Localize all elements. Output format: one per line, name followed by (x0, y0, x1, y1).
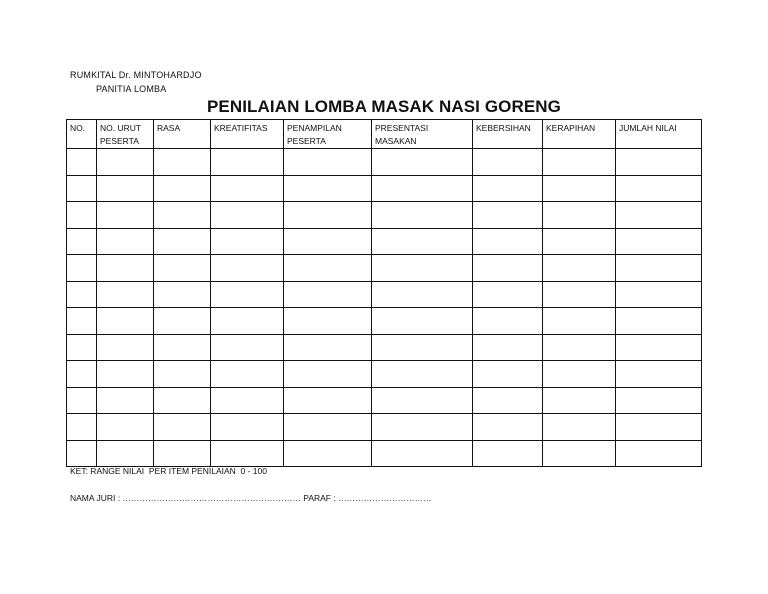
table-cell (211, 414, 284, 441)
table-cell (154, 281, 211, 308)
table-cell (97, 414, 154, 441)
table-cell (473, 361, 543, 388)
table-cell (543, 361, 616, 388)
table-cell (616, 308, 702, 335)
table-cell (211, 202, 284, 229)
table-cell (372, 175, 473, 202)
table-cell (372, 308, 473, 335)
table-row (67, 281, 702, 308)
table-cell (67, 361, 97, 388)
table-cell (284, 440, 372, 467)
table-row (67, 440, 702, 467)
table-cell (543, 175, 616, 202)
table-row (67, 361, 702, 388)
table-cell (473, 175, 543, 202)
column-header-neatness: KERAPIHAN (543, 120, 616, 149)
table-cell (616, 149, 702, 176)
table-cell (616, 281, 702, 308)
table-cell (372, 255, 473, 282)
table-cell (473, 308, 543, 335)
table-cell (372, 202, 473, 229)
table-cell (473, 228, 543, 255)
table-cell (543, 228, 616, 255)
table-cell (67, 149, 97, 176)
table-cell (211, 281, 284, 308)
table-cell (284, 149, 372, 176)
table-cell (67, 308, 97, 335)
column-header-total-score: JUMLAH NILAI (616, 120, 702, 149)
table-cell (97, 361, 154, 388)
table-cell (473, 281, 543, 308)
table-cell (211, 228, 284, 255)
table-cell (97, 281, 154, 308)
table-cell (543, 281, 616, 308)
table-cell (473, 414, 543, 441)
table-row (67, 149, 702, 176)
table-cell (284, 175, 372, 202)
column-header-creativity: KREATIFITAS (211, 120, 284, 149)
table-cell (211, 149, 284, 176)
column-header-taste: RASA (154, 120, 211, 149)
table-cell (616, 387, 702, 414)
table-cell (97, 308, 154, 335)
table-cell (372, 281, 473, 308)
table-cell (284, 255, 372, 282)
table-cell (372, 228, 473, 255)
table-row (67, 414, 702, 441)
page-title: PENILAIAN LOMBA MASAK NASI GORENG (206, 97, 561, 116)
table-row (67, 387, 702, 414)
table-cell (67, 202, 97, 229)
table-cell (372, 334, 473, 361)
table-cell (543, 308, 616, 335)
table-cell (473, 334, 543, 361)
table-cell (67, 281, 97, 308)
table-cell (211, 440, 284, 467)
table-cell (473, 440, 543, 467)
table-cell (154, 228, 211, 255)
table-cell (67, 175, 97, 202)
table-cell (372, 414, 473, 441)
table-cell (284, 228, 372, 255)
table-cell (616, 334, 702, 361)
table-cell (543, 149, 616, 176)
table-cell (211, 308, 284, 335)
table-cell (473, 202, 543, 229)
table-cell (284, 414, 372, 441)
table-cell (284, 281, 372, 308)
table-cell (372, 387, 473, 414)
table-cell (154, 440, 211, 467)
column-header-participant-appearance: PENAMPILAN PESERTA (284, 120, 372, 149)
table-cell (473, 255, 543, 282)
table-cell (67, 255, 97, 282)
table-row (67, 228, 702, 255)
column-header-participant-number: NO. URUT PESERTA (97, 120, 154, 149)
table-cell (543, 440, 616, 467)
table-cell (616, 440, 702, 467)
table-cell (67, 228, 97, 255)
table-cell (284, 308, 372, 335)
table-row (67, 334, 702, 361)
table-cell (543, 255, 616, 282)
table-cell (284, 334, 372, 361)
score-table (66, 119, 702, 467)
table-cell (284, 387, 372, 414)
table-cell (616, 414, 702, 441)
table-cell (154, 202, 211, 229)
table-cell (616, 361, 702, 388)
judge-signature-line: NAMA JURI : ……………………………………………………… PARAF : …………………………… (70, 493, 432, 503)
table-cell (97, 149, 154, 176)
table-cell (473, 149, 543, 176)
table-cell (211, 361, 284, 388)
table-cell (97, 387, 154, 414)
table-cell (211, 175, 284, 202)
table-cell (543, 414, 616, 441)
table-cell (154, 255, 211, 282)
table-cell (616, 202, 702, 229)
table-cell (284, 361, 372, 388)
table-cell (284, 202, 372, 229)
table-body (67, 149, 702, 467)
table-row (67, 175, 702, 202)
table-cell (97, 255, 154, 282)
table-cell (372, 440, 473, 467)
table-cell (97, 228, 154, 255)
table-cell (154, 308, 211, 335)
table-cell (97, 202, 154, 229)
score-range-note: KET: RANGE NILAI PER ITEM PENILAIAN 0 - 100 (70, 466, 267, 476)
table-cell (372, 361, 473, 388)
table-cell (154, 334, 211, 361)
table-cell (154, 361, 211, 388)
table-cell (67, 440, 97, 467)
table-header-row (67, 120, 702, 149)
table-cell (154, 414, 211, 441)
table-cell (211, 255, 284, 282)
table-row (67, 255, 702, 282)
table-cell (616, 228, 702, 255)
table-cell (97, 175, 154, 202)
table-cell (67, 387, 97, 414)
table-cell (67, 334, 97, 361)
table-cell (543, 202, 616, 229)
column-header-cleanliness: KEBERSIHAN (473, 120, 543, 149)
table-cell (67, 414, 97, 441)
table-cell (473, 387, 543, 414)
table-cell (543, 387, 616, 414)
table-cell (154, 387, 211, 414)
table-cell (211, 387, 284, 414)
table-cell (211, 334, 284, 361)
table-cell (543, 334, 616, 361)
table-cell (97, 334, 154, 361)
table-row (67, 202, 702, 229)
committee-name: PANITIA LOMBA (96, 84, 167, 94)
table-cell (97, 440, 154, 467)
organization-name: RUMKITAL Dr. MINTOHARDJO (70, 70, 202, 80)
column-header-no: NO. (67, 120, 97, 149)
table-cell (616, 175, 702, 202)
table-row (67, 308, 702, 335)
column-header-dish-presentation: PRESENTASI MASAKAN (372, 120, 473, 149)
table-cell (372, 149, 473, 176)
table-cell (154, 175, 211, 202)
table-cell (154, 149, 211, 176)
table-cell (616, 255, 702, 282)
